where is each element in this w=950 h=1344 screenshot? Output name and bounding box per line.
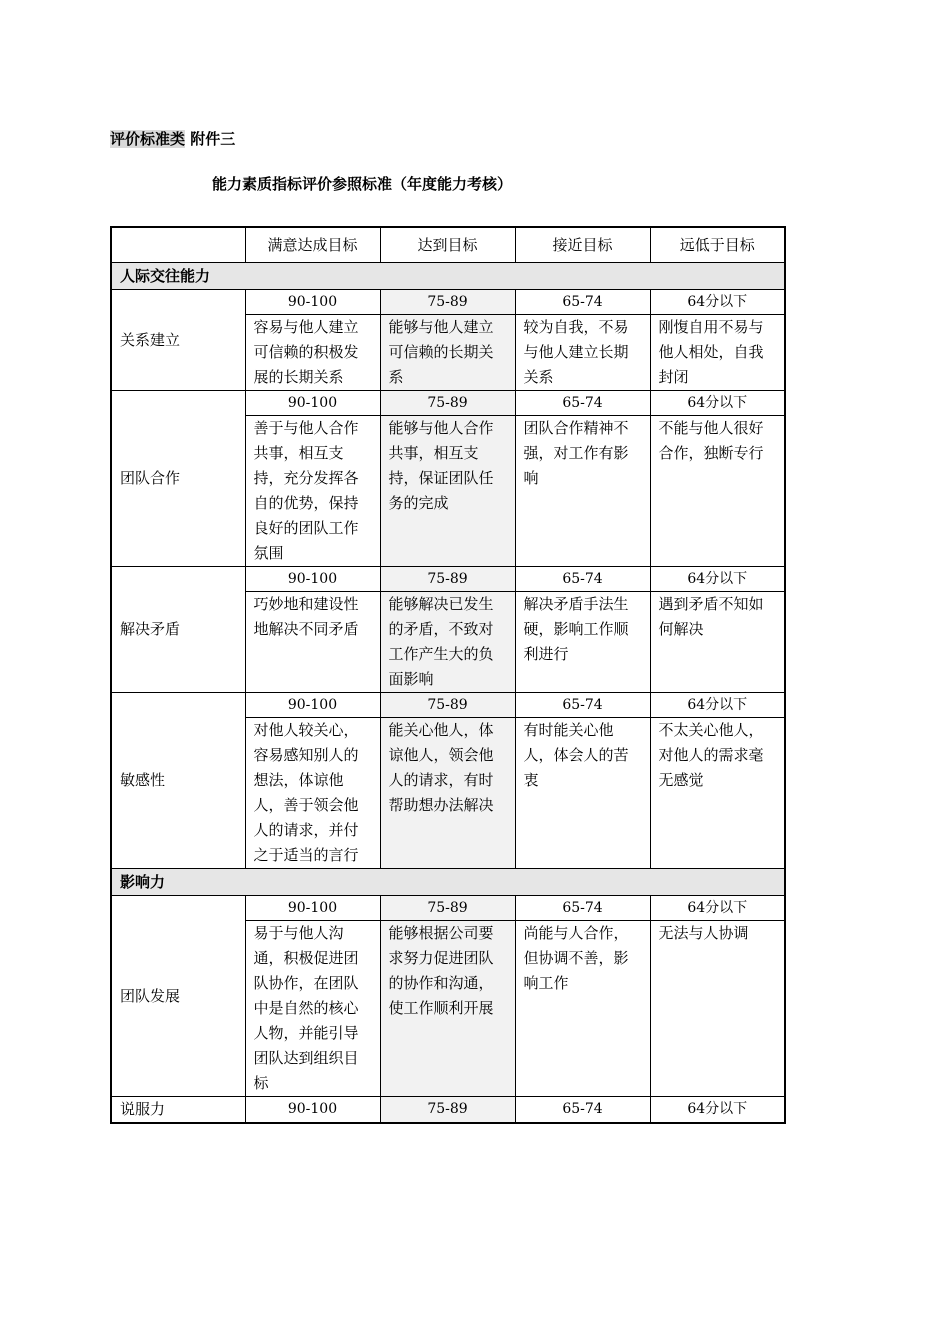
section-row (111, 263, 785, 290)
item-label: 团队发展 (111, 896, 245, 1097)
score-cell: 65-74 (515, 391, 650, 416)
score-cell: 75-89 (380, 693, 515, 718)
score-cell: 75-89 (380, 1097, 515, 1124)
item-label: 说服力 (111, 1097, 245, 1124)
description-cell: 无法与人协调 (650, 921, 785, 1097)
score-cell: 64分以下 (650, 391, 785, 416)
description-cell: 团队合作精神不强，对工作有影响 (515, 416, 650, 567)
score-cell: 75-89 (380, 567, 515, 592)
score-cell: 64分以下 (650, 290, 785, 315)
section-row (111, 869, 785, 896)
score-row (111, 1097, 785, 1124)
score-cell: 65-74 (515, 693, 650, 718)
score-cell: 65-74 (515, 1097, 650, 1124)
score-row (111, 567, 785, 592)
score-cell: 75-89 (380, 896, 515, 921)
score-cell: 64分以下 (650, 567, 785, 592)
description-cell: 能够与他人合作共事，相互支持，保证团队任务的完成 (380, 416, 515, 567)
description-cell: 易于与他人沟通，积极促进团队协作，在团队中是自然的核心人物，并能引导团队达到组织目标 (245, 921, 380, 1097)
score-cell: 90-100 (245, 567, 380, 592)
score-row (111, 896, 785, 921)
description-cell: 巧妙地和建设性地解决不同矛盾 (245, 592, 380, 693)
column-header: 达到目标 (380, 227, 515, 263)
score-cell: 90-100 (245, 290, 380, 315)
table-header-row (111, 227, 785, 263)
description-cell: 遇到矛盾不知如何解决 (650, 592, 785, 693)
description-cell: 能够根据公司要求努力促进团队的协作和沟通，使工作顺利开展 (380, 921, 515, 1097)
score-cell: 65-74 (515, 567, 650, 592)
score-row (111, 391, 785, 416)
evaluation-table (110, 226, 786, 1124)
description-cell: 善于与他人合作共事，相互支持，充分发挥各自的优势，保持良好的团队工作氛围 (245, 416, 380, 567)
score-cell: 90-100 (245, 1097, 380, 1124)
column-header: 满意达成目标 (245, 227, 380, 263)
description-cell: 有时能关心他人，体会人的苦衷 (515, 718, 650, 869)
item-label: 关系建立 (111, 290, 245, 391)
description-cell: 不能与他人很好合作，独断专行 (650, 416, 785, 567)
score-cell: 64分以下 (650, 693, 785, 718)
description-cell: 不太关心他人，对他人的需求毫无感觉 (650, 718, 785, 869)
score-cell: 65-74 (515, 290, 650, 315)
score-cell: 90-100 (245, 391, 380, 416)
score-row (111, 290, 785, 315)
score-cell: 75-89 (380, 391, 515, 416)
score-cell: 64分以下 (650, 1097, 785, 1124)
score-cell: 75-89 (380, 290, 515, 315)
corner-cell (111, 227, 245, 263)
score-row (111, 693, 785, 718)
item-label: 团队合作 (111, 391, 245, 567)
description-cell: 尚能与人合作，但协调不善，影响工作 (515, 921, 650, 1097)
description-cell: 刚愎自用不易与他人相处，自我封闭 (650, 315, 785, 391)
description-cell: 容易与他人建立可信赖的积极发展的长期关系 (245, 315, 380, 391)
document-header (110, 129, 235, 149)
description-cell: 能够解决已发生的矛盾，不致对工作产生大的负面影响 (380, 592, 515, 693)
description-cell: 对他人较关心，容易感知别人的想法，体谅他人，善于领会他人的请求，并付之于适当的言行 (245, 718, 380, 869)
category-label: 评价标准类 (110, 130, 186, 148)
section-title: 影响力 (111, 869, 785, 896)
description-cell: 能够与他人建立可信赖的长期关系 (380, 315, 515, 391)
column-header: 接近目标 (515, 227, 650, 263)
score-cell: 64分以下 (650, 896, 785, 921)
score-cell: 90-100 (245, 896, 380, 921)
attachment-label: 附件三 (190, 130, 236, 148)
column-header: 远低于目标 (650, 227, 785, 263)
description-cell: 能关心他人，体谅他人，领会他人的请求，有时帮助想办法解决 (380, 718, 515, 869)
description-cell: 较为自我，不易与他人建立长期关系 (515, 315, 650, 391)
description-cell: 解决矛盾手法生硬，影响工作顺利进行 (515, 592, 650, 693)
item-label: 解决矛盾 (111, 567, 245, 693)
document-title: 能力素质指标评价参照标准（年度能力考核） (212, 175, 513, 193)
item-label: 敏感性 (111, 693, 245, 869)
score-cell: 65-74 (515, 896, 650, 921)
section-title: 人际交往能力 (111, 263, 785, 290)
score-cell: 90-100 (245, 693, 380, 718)
